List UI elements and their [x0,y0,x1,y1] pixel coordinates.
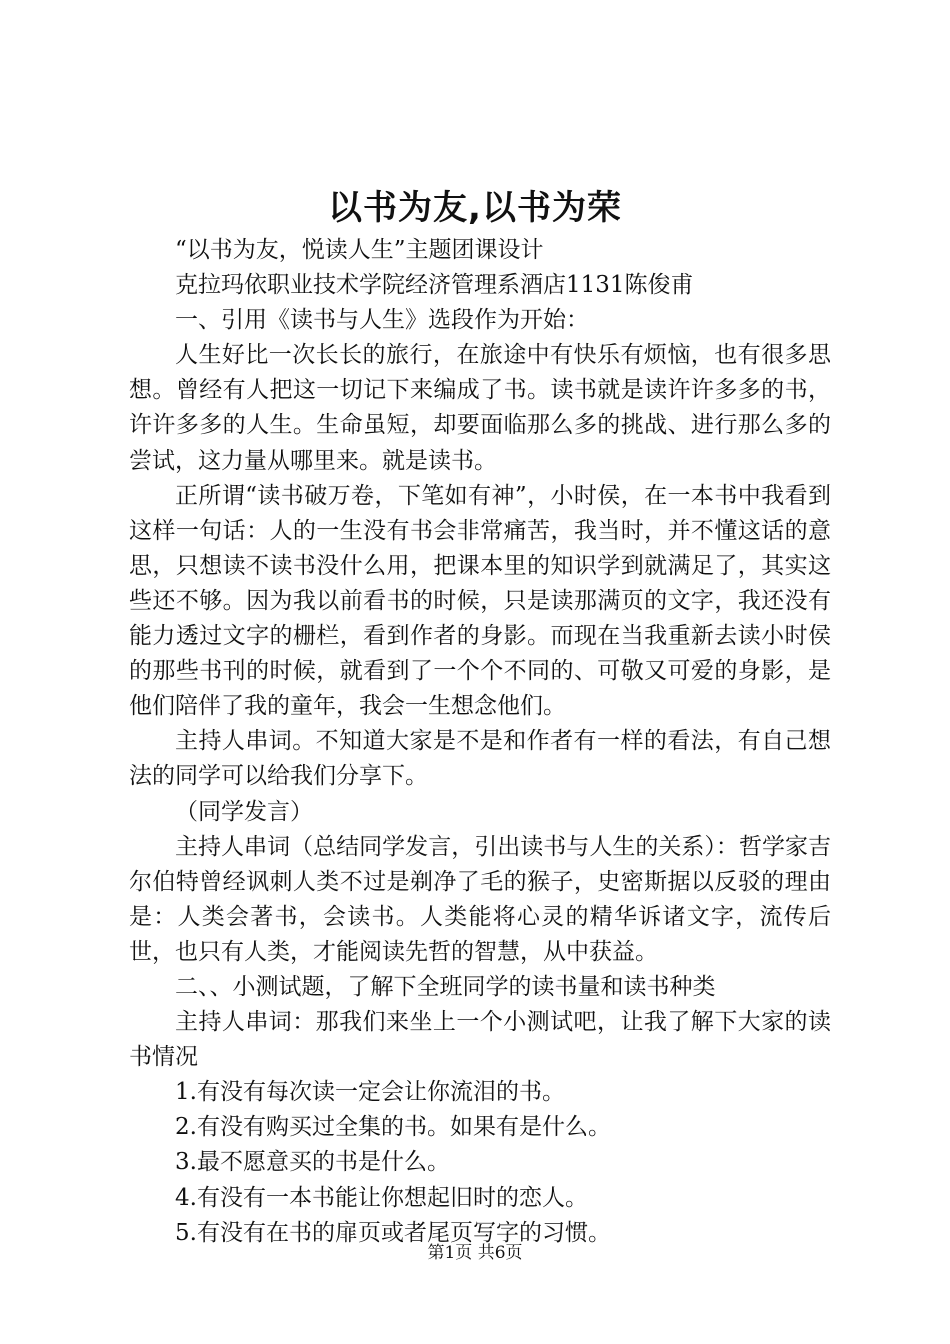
quiz-item: 3.最不愿意买的书是什么。 [175,1149,450,1176]
quiz-item: 1.有没有每次读一定会让你流泪的书。 [175,1079,565,1106]
quiz-item: 2.有没有购买过全集的书。如果有是什么。 [175,1114,611,1141]
author-line: 克拉玛依职业技术学院经济管理系酒店1131陈俊甫 [175,272,694,299]
section-heading-2: 二、、小测试题，了解下全班同学的读书量和读书种类 [175,973,716,1000]
body-paragraph: 主持人串词。不知道大家是不是和作者有一样的看法，有自己想法的同学可以给我们分享下。 [129,728,831,790]
quiz-item: 4.有没有一本书能让你想起旧时的恋人。 [175,1184,588,1211]
quiz-item: 5.有没有在书的扉页或者尾页写字的习惯。 [175,1219,611,1246]
body-paragraph: 主持人串词：那我们来坐上一个小测试吧，让我了解下大家的读书情况 [129,1009,831,1071]
document-title: 以书为友,以书为荣 [328,188,622,228]
page-number-footer: 第1页 共6页 [427,1243,523,1263]
body-paragraph: 正所谓“读书破万卷，下笔如有神”，小时侯，在一本书中我看到这样一句话：人的一生没有书会非常痛苦，我当时，并不懂这话的意思，只想读不读书没什么用，把课本里的知识学到就满足了，其实这些还不够。因为我以前看书的时候，只是读那满页的文字，我还没有能力透过文字的栅栏，看到作者的身影。而现在当我重新去读小时侯的那些书刊的时候，就看到了一个个不同的、可敬又可爱的身影，是他们陪伴了我的童年，我会一生想念他们。 [129,482,831,720]
body-paragraph: 主持人串词（总结同学发言，引出读书与人生的关系）：哲学家吉尔伯特曾经讽刺人类不过是剃净了毛的猴子，史密斯据以反驳的理由是：人类会著书，会读书。人类能将心灵的精华诉诸文字，流传后世，也只有人类，才能阅读先哲的智慧，从中获益。 [129,833,831,965]
body-paragraph: （同学发言） [175,798,313,825]
body-paragraph: 人生好比一次长长的旅行，在旅途中有快乐有烦恼，也有很多思想。曾经有人把这一切记下来编成了书。读书就是读许许多多的书，许许多多的人生。生命虽短，却要面临那么多的挑战、进行那么多的尝试，这力量从哪里来。就是读书。 [129,342,831,474]
document-body [129,233,831,1251]
subtitle-paragraph: “以书为友，悦读人生”主题团课设计 [175,237,544,263]
section-heading-1: 一、引用《读书与人生》选段作为开始： [175,307,589,334]
